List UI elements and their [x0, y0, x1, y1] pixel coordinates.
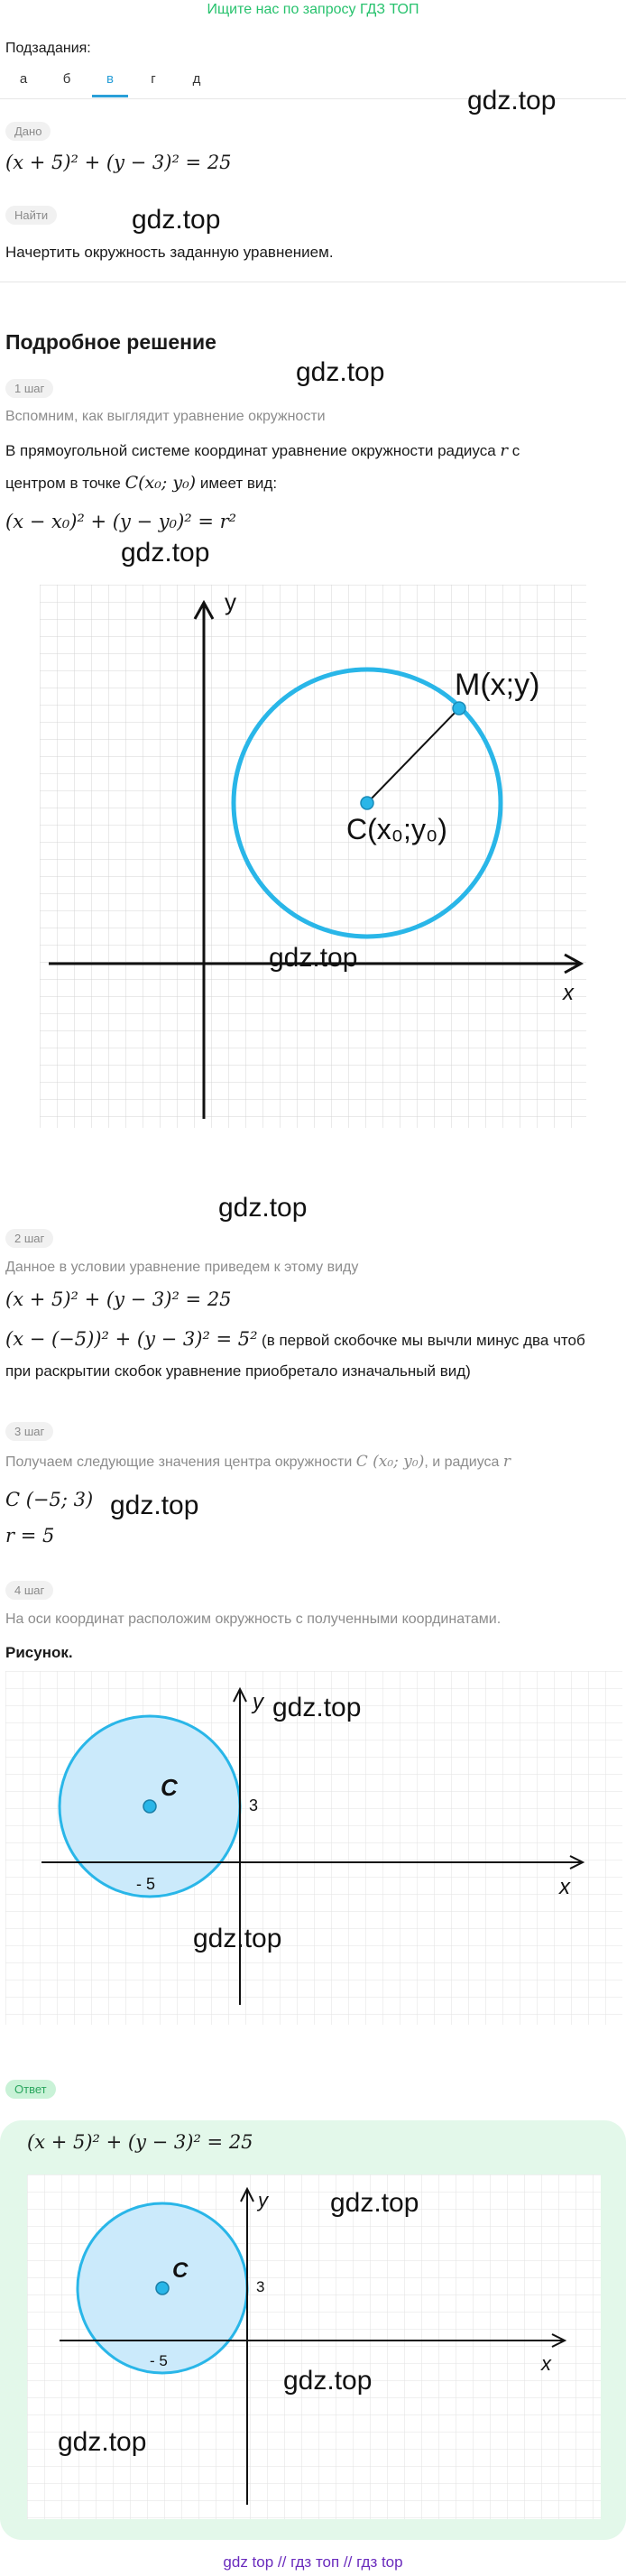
find-text: Начертить окружность заданную уравнением. [5, 244, 334, 261]
step2-hint: Данное в условии уравнение приведем к этому виду [5, 1260, 359, 1275]
watermark: gdz.top [269, 943, 358, 973]
circle-step4-figure [5, 1671, 622, 2025]
point-c-label: C(x₀;y₀) [346, 813, 447, 845]
circle-answer-figure [27, 2174, 601, 2519]
step2-note2: при раскрытии скобок уравнение приобретало изначальный вид) [5, 1362, 471, 1380]
step3-hint-point: C (x₀; y₀) [355, 1453, 425, 1471]
step3-pill: 3 шаг [5, 1422, 53, 1441]
step3-hint-a: Получаем следующие значения центра окружности [5, 1454, 353, 1470]
given-pill: Дано [5, 122, 51, 141]
watermark: gdz.top [58, 2427, 147, 2457]
step3-hint-b: , и радиуса [424, 1454, 500, 1470]
answer-pill: Ответ [5, 2080, 56, 2099]
answer-equation: (x + 5)² + (y − 3)² = 25 [27, 2131, 253, 2153]
subtask-tabs [5, 68, 213, 98]
point-c-label: C [172, 2258, 189, 2283]
step1-point: C(x₀; y₀) [124, 473, 197, 493]
y-value-label: 3 [249, 1796, 259, 1814]
step1-text-b-start: центром в точке [5, 475, 121, 492]
step3-hint-r: r [502, 1453, 511, 1471]
watermark: gdz.top [132, 205, 221, 235]
watermark: gdz.top [330, 2188, 419, 2218]
step3-center: C (−5; 3) [5, 1489, 94, 1510]
point-m-label: M(x;y) [455, 668, 540, 702]
step1-formula: (x − x₀)² + (y − y₀)² = r² [5, 511, 237, 532]
step3-hint [5, 1453, 511, 1471]
watermark: gdz.top [283, 2366, 373, 2396]
tab-b[interactable]: б [62, 71, 71, 87]
x-axis-label: x [541, 2352, 551, 2375]
watermark: gdz.top [193, 1924, 282, 1953]
step2-pill: 2 шаг [5, 1229, 53, 1248]
watermark: gdz.top [218, 1193, 308, 1223]
center-point [156, 2282, 169, 2294]
step4-pill: 4 шаг [5, 1581, 53, 1600]
solution-title: Подробное решение [5, 330, 216, 354]
x-value-label: - 5 [136, 1875, 156, 1893]
tab-g[interactable]: г [151, 71, 156, 87]
y-value-label: 3 [256, 2278, 265, 2295]
x-value-label: - 5 [150, 2352, 168, 2369]
step4-figure-label: Рисунок. [5, 1644, 73, 1661]
step1-text-b-end: имеет вид: [199, 475, 278, 492]
step3-radius: r = 5 [5, 1525, 55, 1547]
step4-hint: На оси координат расположим окружность с полученными координатами. [5, 1611, 502, 1627]
watermark: gdz.top [110, 1491, 199, 1520]
circle-general-figure [40, 585, 586, 1128]
step1-text-b [5, 473, 277, 493]
watermark: gdz.top [121, 538, 210, 568]
footer-links[interactable]: gdz top // гдз топ // гдз top [223, 2553, 403, 2571]
top-banner[interactable]: Ищите нас по запросу ГДЗ ТОП [207, 2, 419, 17]
grid [40, 585, 586, 1128]
watermark: gdz.top [467, 86, 557, 115]
watermark: gdz.top [296, 357, 385, 387]
center-point [143, 1800, 156, 1813]
y-axis-label: y [225, 588, 236, 615]
step1-text-a-end: с [511, 442, 520, 459]
step2-eq2-line [5, 1328, 585, 1350]
step1-text-a [5, 441, 520, 460]
find-pill: Найти [5, 206, 57, 225]
x-axis-label: x [563, 981, 574, 1005]
watermark: gdz.top [272, 1693, 362, 1722]
y-axis-label: y [253, 1690, 263, 1714]
point-c-label: C [161, 1774, 178, 1801]
tab-d[interactable]: д [192, 71, 201, 87]
step1-var-r: r [500, 441, 508, 460]
y-axis-label: y [258, 2189, 268, 2211]
step1-pill: 1 шаг [5, 379, 53, 398]
point-m [453, 702, 465, 715]
x-axis-label: x [559, 1875, 570, 1899]
step2-eq1: (x + 5)² + (y − 3)² = 25 [5, 1288, 232, 1310]
tab-v[interactable]: в [92, 68, 128, 97]
step2-note: (в первой скобочке мы вычли минус два чтоб [262, 1332, 585, 1349]
step2-eq2: (x − (−5))² + (y − 3)² = 5² [5, 1328, 258, 1350]
tab-a[interactable]: а [19, 71, 28, 87]
step1-text-a-main: В прямоугольной системе координат уравнение окружности радиуса [5, 442, 496, 459]
subtasks-label: Подзадания: [5, 41, 91, 56]
center-point [361, 797, 373, 809]
given-equation: (x + 5)² + (y − 3)² = 25 [5, 152, 232, 173]
step1-hint: Вспомним, как выглядит уравнение окружности [5, 409, 326, 424]
